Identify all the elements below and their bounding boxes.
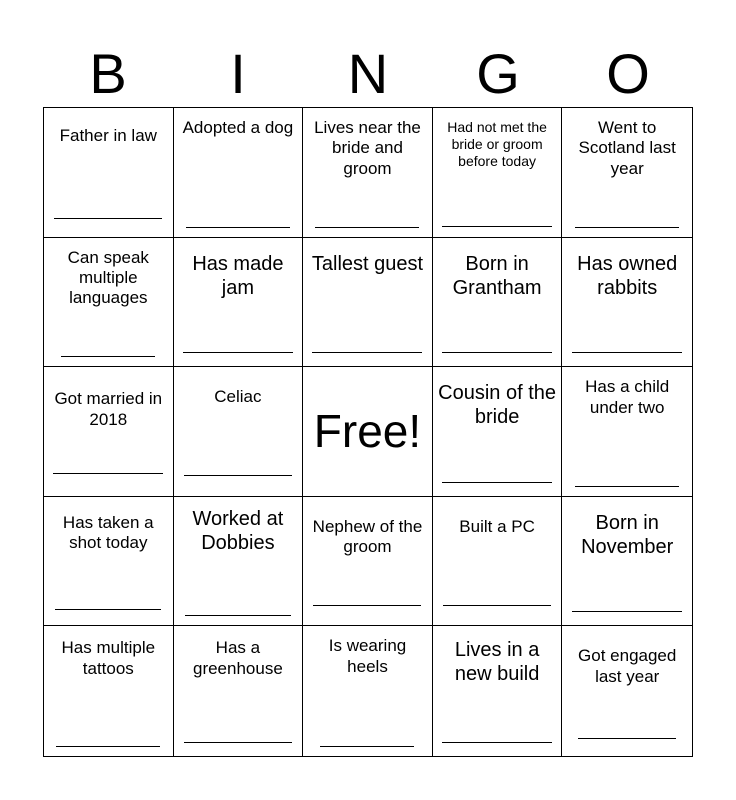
cell-text: Has multiple tattoos [61,638,156,678]
signature-line [442,742,552,743]
bingo-cell[interactable] [44,108,174,238]
cell-text: Is wearing heels [328,636,407,676]
cell-text: Born in November [581,511,674,558]
bingo-cell[interactable] [562,238,692,368]
cell-text: Has a child under two [585,377,670,417]
signature-line [53,473,163,474]
cell-text: Tallest guest [311,252,424,275]
cell-text: Adopted a dog [182,118,294,137]
signature-line [56,746,160,747]
cell-text: Celiac [214,387,262,407]
cell-text: Cousin of the bride [438,382,557,429]
free-space-text: Free! [313,405,422,458]
header-letter-o: O [606,42,650,105]
bingo-cell[interactable] [303,108,433,238]
signature-line [442,226,552,227]
bingo-cell[interactable] [44,497,174,627]
cell-text: Built a PC [459,516,535,536]
header-letter-i: I [230,42,246,105]
cell-text: Had not met the bride or groom before today [447,119,547,169]
signature-line [575,486,679,487]
signature-line [184,475,292,476]
cell-text: Lives near the bride and groom [314,118,421,178]
cell-text: Can speak multiple languages [67,247,149,308]
cell-text: Nephew of the groom [312,516,423,557]
bingo-cell[interactable] [303,238,433,368]
bingo-cell[interactable] [174,108,304,238]
cell-text: Has a greenhouse [192,638,283,678]
cell-text: Born in Grantham [452,252,542,299]
cell-text: Father in law [59,126,157,145]
signature-line [443,605,551,606]
header-letter-g: G [476,42,520,105]
bingo-cell[interactable] [44,367,174,497]
signature-line [442,352,552,353]
signature-line [55,609,161,610]
signature-line [54,218,162,219]
bingo-cell[interactable] [433,497,563,627]
bingo-cell[interactable] [44,238,174,368]
bingo-cell[interactable] [44,626,174,756]
bingo-header [43,40,693,108]
header-letter-n: N [347,42,389,105]
bingo-cell[interactable] [174,238,304,368]
bingo-cell[interactable] [303,626,433,756]
signature-line [183,352,293,353]
signature-line [184,742,292,743]
signature-line [575,227,679,228]
bingo-cell[interactable] [433,367,563,497]
bingo-cell[interactable] [174,626,304,756]
header-letter-b: B [89,42,127,105]
signature-line [442,482,552,483]
bingo-cell[interactable] [433,626,563,756]
cell-text: Has made jam [192,252,284,299]
signature-line [185,615,291,616]
bingo-cell[interactable] [303,497,433,627]
cell-text: Went to Scotland last year [578,118,676,178]
signature-line [572,352,682,353]
bingo-cell[interactable] [174,367,304,497]
signature-line [320,746,414,747]
signature-line [578,738,676,739]
cell-text: Has taken a shot today [62,512,154,553]
bingo-cell[interactable] [433,238,563,368]
cell-text: Worked at Dobbies [192,507,284,554]
bingo-cell[interactable] [174,497,304,627]
signature-line [312,352,422,353]
cell-text: Got engaged last year [578,646,677,686]
signature-line [313,605,421,606]
cell-text: Has owned rabbits [577,252,678,299]
bingo-cell[interactable] [562,367,692,497]
cell-text: Lives in a new build [454,639,540,686]
cell-text: Got married in 2018 [54,389,163,429]
bingo-cell[interactable] [562,108,692,238]
signature-line [315,227,419,228]
signature-line [572,611,682,612]
signature-line [186,227,290,228]
free-space[interactable] [303,367,433,497]
bingo-cell[interactable] [433,108,563,238]
bingo-board [43,107,693,757]
bingo-cell[interactable] [562,497,692,627]
signature-line [61,356,155,357]
bingo-cell[interactable] [562,626,692,756]
